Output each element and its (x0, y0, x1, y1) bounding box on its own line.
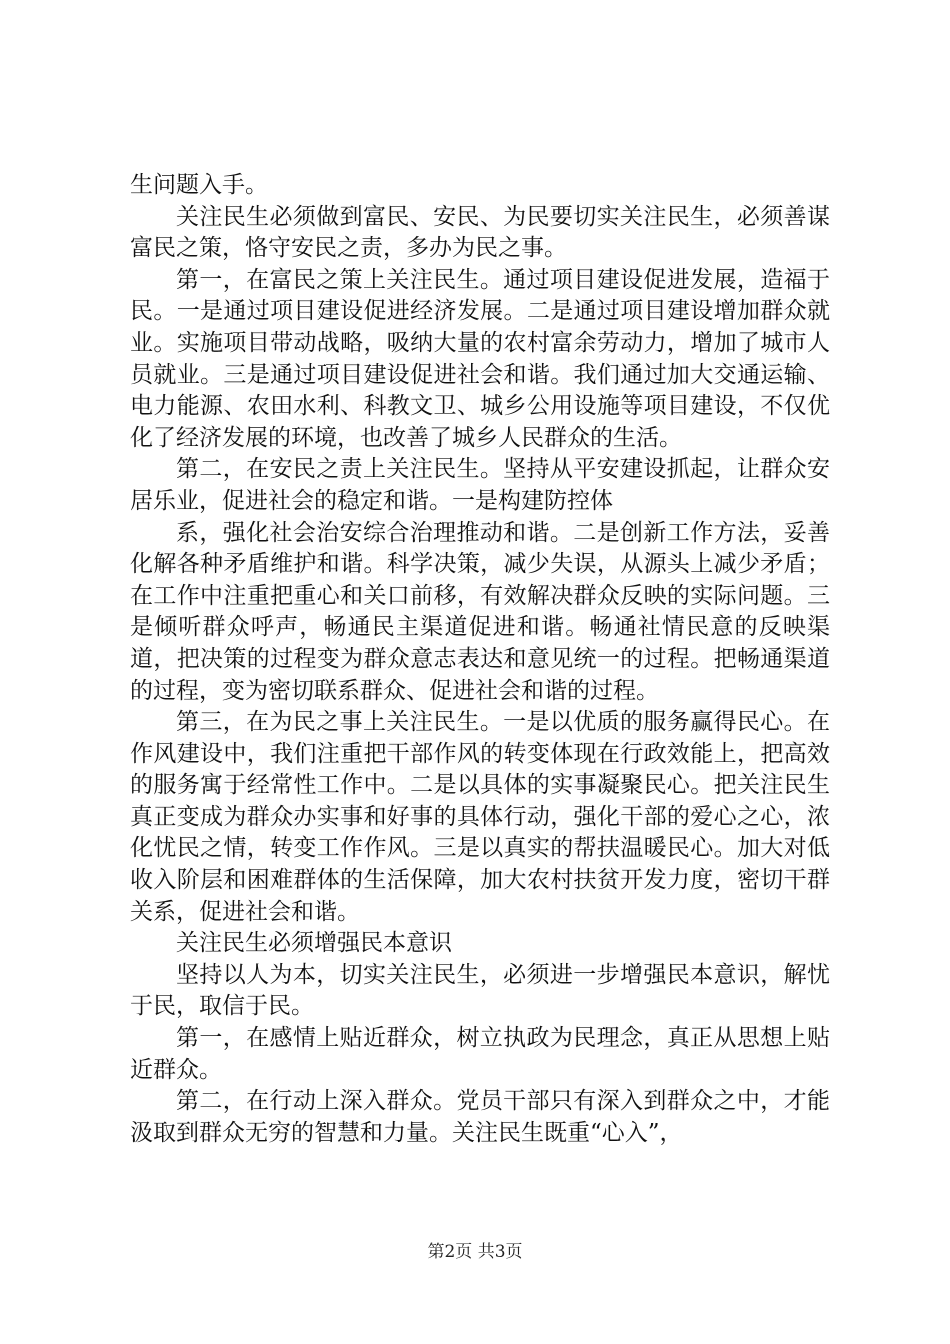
paragraph: 第二，在行动上深入群众。党员干部只有深入到群众之中，才能汲取到群众无穷的智慧和力量。关注民生既重“心入”， (130, 1088, 830, 1146)
paragraph: 坚持以人为本，切实关注民生，必须进一步增强民本意识，解忧于民，取信于民。 (130, 961, 830, 1020)
section-heading: 关注民生必须增强民本意识 (176, 930, 452, 957)
paragraph: 第三，在为民之事上关注民生。一是以优质的服务赢得民心。在作风建设中，我们注重把干部作风的转变体现在行政效能上，把高效的服务寓于经常性工作中。二是以具体的实事凝聚民心。把关注民生真正变成为群众办实事和好事的具体行动，强化干部的爱心之心，浓化忧民之情，转变工作作风。三是以真实的帮扶温暖民心。加大对低收入阶层和困难群体的生活保障，加大农村扶贫开发力度，密切干群关系，促进社会和谐。 (130, 709, 830, 925)
paragraph: 第一，在感情上贴近群众，树立执政为民理念，真正从思想上贴近群众。 (130, 1025, 830, 1083)
paragraph: 第一，在富民之策上关注民生。通过项目建设促进发展，造福于民。一是通过项目建设促进经济发展。二是通过项目建设增加群众就业。实施项目带动战略，吸纳大量的农村富余劳动力，增加了城市人员就业。三是通过项目建设促进社会和谐。我们通过加大交通运输、电力能源、农田水利、科教文卫、城乡公用设施等项目建设，不仅优化了经济发展的环境，也改善了城乡人民群众的生活。 (130, 266, 830, 451)
paragraph: 生问题入手。 (130, 172, 268, 198)
document-body (130, 170, 830, 1149)
paragraph: 系，强化社会治安综合治理推动和谐。二是创新工作方法，妥善化解各种矛盾维护和谐。科学决策，减少失误，从源头上减少矛盾；在工作中注重把重心和关口前移，有效解决群众反映的实际问题。三是倾听群众呼声，畅通民主渠道促进和谐。畅通社情民意的反映渠道，把决策的过程变为群众意志表达和意见统一的过程。把畅通渠道的过程，变为密切联系群众、促进社会和谐的过程。 (130, 519, 830, 704)
page-number-footer: 第2页 共3页 (427, 1242, 523, 1262)
paragraph: 第二，在安民之责上关注民生。坚持从平安建设抓起，让群众安居乐业，促进社会的稳定和谐。一是构建防控体 (130, 456, 830, 514)
paragraph: 关注民生必须做到富民、安民、为民要切实关注民生，必须善谋富民之策，恪守安民之责，多办为民之事。 (130, 203, 830, 262)
